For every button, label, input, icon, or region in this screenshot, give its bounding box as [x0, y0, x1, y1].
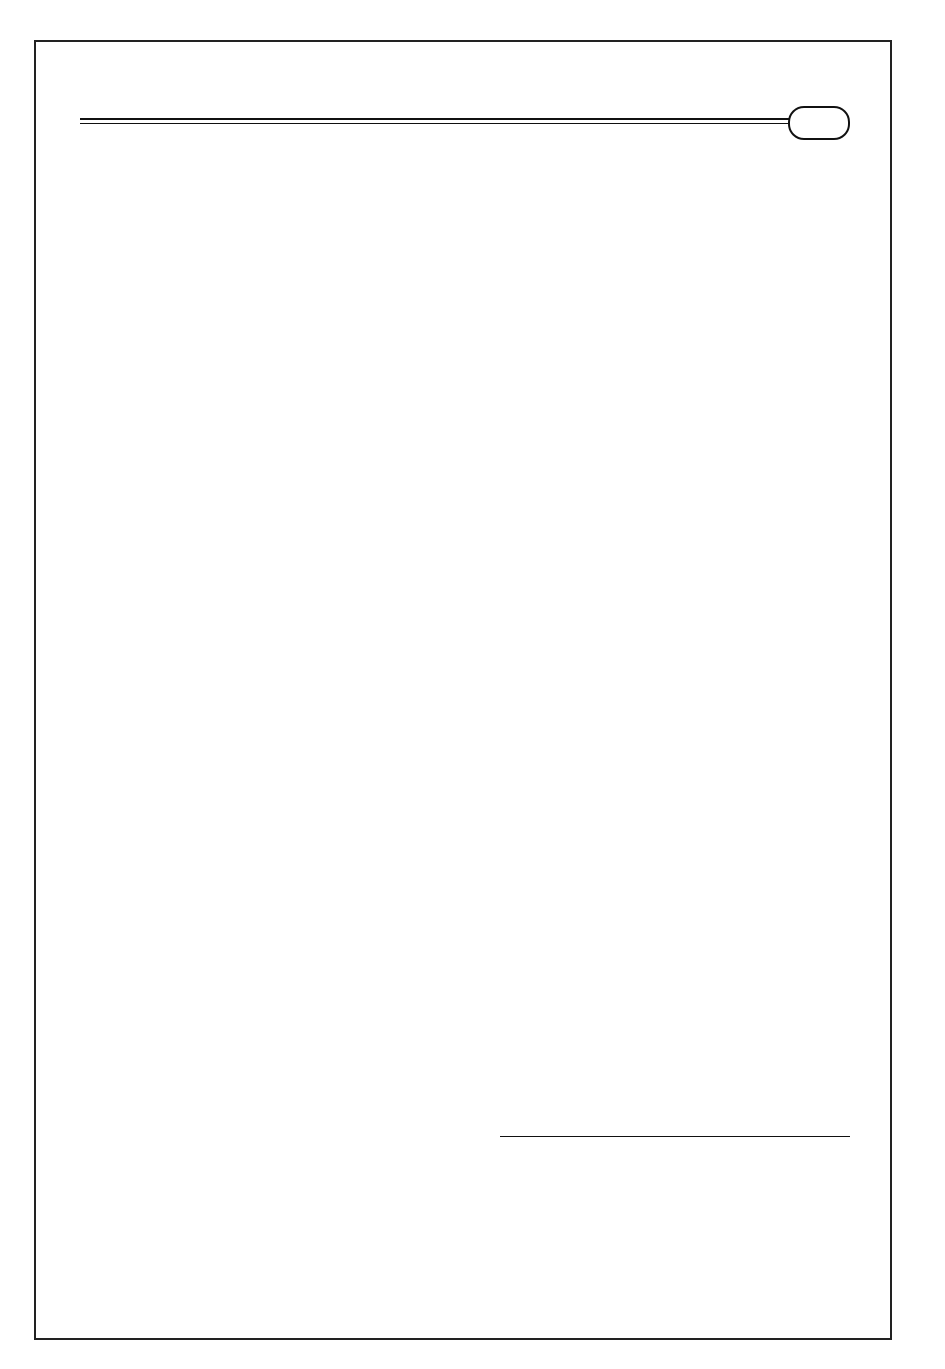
- decorative-border-left: [36, 74, 70, 1306]
- header-rule: [80, 118, 800, 120]
- decorative-border-bottom: [34, 1306, 892, 1338]
- page-number-badge: [788, 106, 850, 140]
- ornament-strip-right: [856, 74, 890, 1306]
- page-content: [80, 74, 850, 1300]
- ornament-strip-bottom: [34, 1306, 892, 1338]
- footnote-separator: [500, 1136, 850, 1137]
- header-rule-thin: [80, 123, 800, 124]
- ornament-strip-left: [36, 74, 70, 1306]
- decorative-border-right: [856, 74, 890, 1306]
- ornament-strip-top: [34, 42, 892, 74]
- decorative-border-top: [34, 42, 892, 74]
